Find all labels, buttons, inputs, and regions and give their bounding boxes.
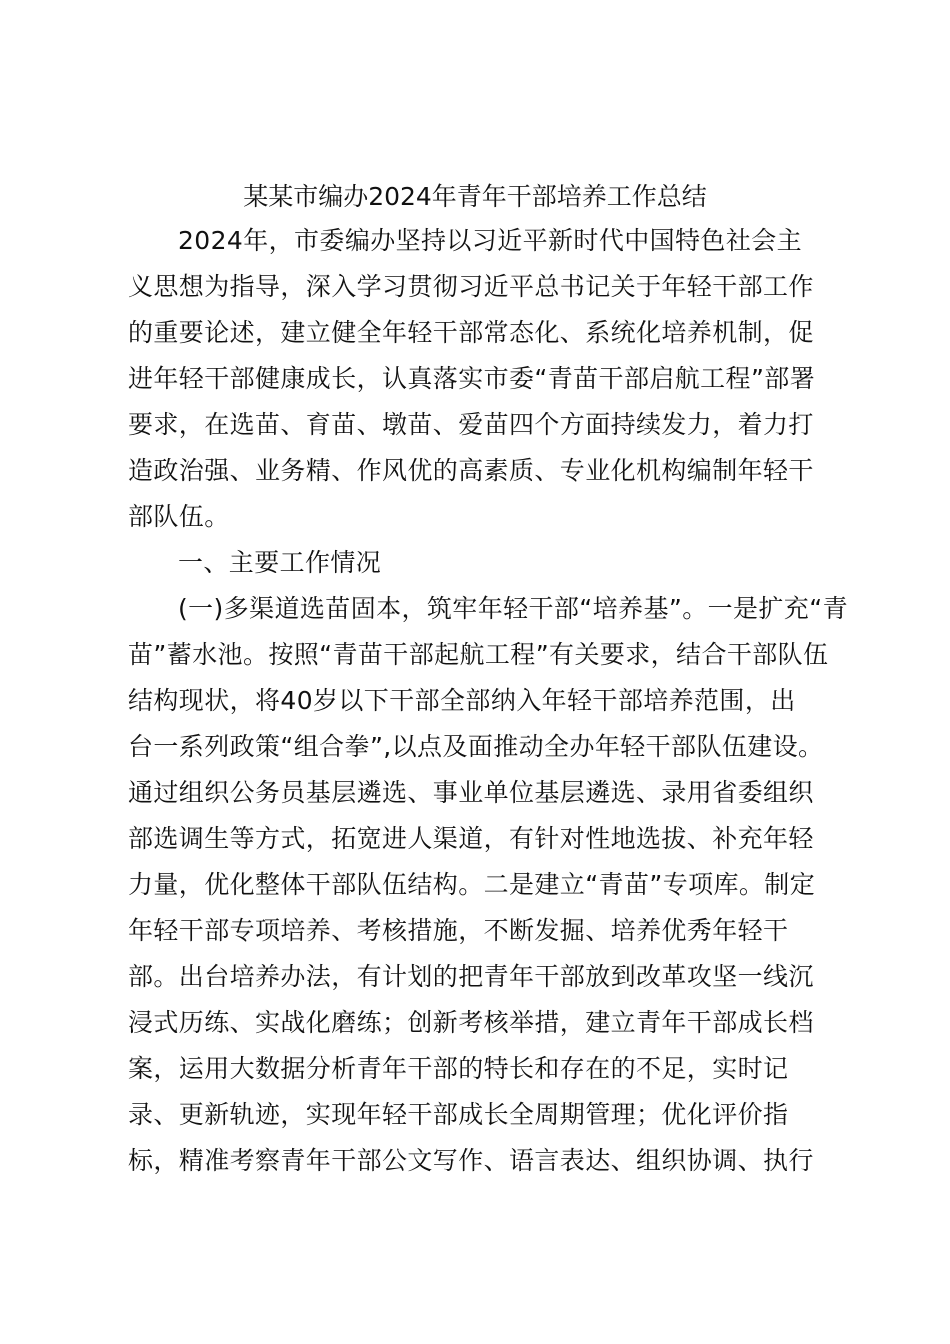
body-line: 力量，优化整体干部队伍结构。二是建立“青苗”专项库。制定 <box>128 870 816 899</box>
body-line: 浸式历练、实战化磨练；创新考核举措，建立青年干部成长档 <box>128 1008 814 1037</box>
body-line: 结构现状，将40岁以下干部全部纳入年轻干部培养范围，出 <box>128 686 796 715</box>
body-line: 苗”蓄水池。按照“青苗干部起航工程”有关要求，结合干部队伍 <box>128 640 829 669</box>
intro-line: 义思想为指导，深入学习贯彻习近平总书记关于年轻干部工作 <box>128 272 814 301</box>
intro-line: 的重要论述，建立健全年轻干部常态化、系统化培养机制，促 <box>128 318 814 347</box>
body-line: 年轻干部专项培养、考核措施，不断发掘、培养优秀年轻干 <box>128 916 789 945</box>
intro-line: 部队伍。 <box>128 502 230 531</box>
document-title: 某某市编办2024年青年干部培养工作总结 <box>243 182 707 211</box>
body-line: 部。出台培养办法，有计划的把青年干部放到改革攻坚一线沉 <box>128 962 814 991</box>
body-line: 台一系列政策“组合拳”,以点及面推动全办年轻干部队伍建设。 <box>128 732 824 761</box>
section-heading: 一、主要工作情况 <box>178 548 382 577</box>
body-line: 录、更新轨迹，实现年轻干部成长全周期管理；优化评价指 <box>128 1100 789 1129</box>
intro-line: 进年轻干部健康成长，认真落实市委“青苗干部启航工程”部署 <box>128 364 816 393</box>
body-line: 案，运用大数据分析青年干部的特长和存在的不足，实时记 <box>128 1054 789 1083</box>
body-line: (一)多渠道选苗固本，筑牢年轻干部“培养基”。一是扩充“青 <box>178 594 848 623</box>
body-line: 标，精准考察青年干部公文写作、语言表达、组织协调、执行 <box>128 1146 814 1175</box>
intro-line: 2024年，市委编办坚持以习近平新时代中国特色社会主 <box>178 226 803 255</box>
body-line: 通过组织公务员基层遴选、事业单位基层遴选、录用省委组织 <box>128 778 814 807</box>
intro-line: 造政治强、业务精、作风优的高素质、专业化机构编制年轻干 <box>128 456 814 485</box>
intro-line: 要求，在选苗、育苗、墩苗、爱苗四个方面持续发力，着力打 <box>128 410 814 439</box>
body-line: 部选调生等方式，拓宽进人渠道，有针对性地选拔、补充年轻 <box>128 824 814 853</box>
